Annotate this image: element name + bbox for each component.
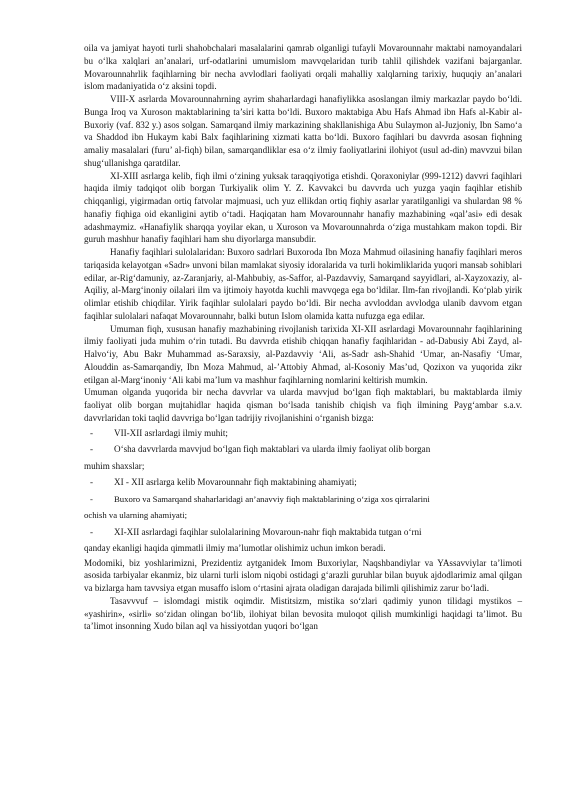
bullet-dash: - [90,493,93,504]
paragraph-4: Hanafiy faqihlari sulolalaridan: Buxoro sadrlari Buxoroda Ibn Moza Mahmud oilasining hanafiy faqihlari meros tariqasida kelayotgan «Sadr» unvoni bilan mamlakat siyosiy idoralarida va turli hokimliklarida yuqori mansab sohiblari edilar, ar-Rig‘damuniy, az-Zaranjariy, al-Mahbubiy, as-Saffor, al-Pazdavviy, Samarqand sayyidlari, al-Xayzoxaziy, al-Aqiliy, al-Marg‘inoniy oilalari ilm va ijtimoiy hayotda kuchli mavvqega ega bo‘ldilar. Ilm-fan rivojlandi. Ko‘plab yirik olimlar etishib chiqdilar. Yirik faqihlar sulolalari paydo bo‘ldi. Bir necha avvloddan avvlodga ulanib davvom etgan faqihlar sulolalari nafaqat Movarounnahr, balki butun Islom olamida katta nufuzga ega edilar. [84,247,522,321]
list-item-continuation: qanday ekanligi haqida qimmatli ilmiy ma’lumotlar olishimiz uchun imkon beradi. [84,543,386,553]
bullet-list [84,425,522,557]
paragraph-1: oila va jamiyat hayoti turli shahobchalari masalalarini qamrab olganligi tufayli Movarounnahr maktabi namoyandalari bu o‘lka xalqlari an’analari, urf-odatlarini umumislom mavvqelaridan turib tahlil qilishdek vazifani bajarganlar. Movarounnahrlik faqihlarning bir necha avvlodlari faoliyati orqali mahalliy xalqlarning tarixiy, huquqiy an’analari islom madaniyatida o‘z aksini topdi. [84,43,522,92]
bullet-dash: - [90,477,94,487]
paragraph-8: Tasavvvuf – islomdagi mistik oqimdir. Mistitsizm, mistika so‘zlari qadimiy yunon tilidagi mystikos – «yashirin», «sirli» so‘zidan olingan bo‘lib, ilohiyat bilan bevosita muloqot qilish mumkinligi haqidagi ta’limot. Bu ta’limot insonning Xudo bilan aql va hissiyotdan yuqori bo‘lgan [84,595,522,632]
bullet-dash: - [90,444,94,454]
list-item-text: Buxoro va Samarqand shaharlaridagi an’anavviy fiqh maktablarining o‘ziga xos qirralarini [114,493,430,504]
document-page [84,42,522,633]
bullet-dash: - [90,427,94,438]
list-item-text: XI - XII asrlarga kelib Movarounnahr fiqh maktabining ahamiyati; [114,477,357,487]
list-item [84,491,522,508]
paragraph-2: VIII-X asrlarda Movarounnahrning ayrim shaharlardagi hanafiylikka asoslangan ilmiy markazlar paydo bo‘ldi. Bunga Iroq va Xuroson maktablarining ta’siri katta bo‘ldi. Buxoro maktabiga Abu Hafs Ahmad ibn Hafs al-Kabir al-Buxoriy (vaf. 832 y.) asos solgan. Samarqand ilmiy markazining shakllanishiga Abu Sulaymon al-Juzjoniy, Ibn Samo‘a va Shaddod ibn Hukaym kabi Balx faqihlarining xizmati katta bo‘ldi. Buxoro faqihlari bu davvrda asosan fiqhning amaliy masalalari (furu’ al-fiqh) bilan, samarqandliklar esa o‘z ilmiy faoliyatlarini ilohiyot (usul ad-din) mavvzui bilan shug‘ullanishga qaratdilar. [84,94,522,168]
list-item [84,474,522,491]
list-item-text: VII-XII asrlardagi ilmiy muhit; [114,427,228,438]
bullet-dash: - [90,526,94,537]
list-item-continuation: ochish va ularning ahamiyati; [84,510,188,520]
paragraph-5: Umuman fiqh, xususan hanafiy mazhabining rivojlanish tarixida XI-XII asrlardagi Movarounnahr faqihlarining ilmiy faoliyati juda muhim o‘rin tutadi. Bu davvrda etishib chiqqan hanafiy faqihlaridan - ad-Dabusiy Abi Zayd, al-Halvo‘iy, Abu Bakr Muhammad as-Saraxsiy, al-Pazdavviy ‘Ali, as-Sadr ash-Shahid ‘Umar, an-Nasafiy ‘Umar, Alouddin as-Samarqandiy, Ibn Moza Mahmud, al-’Attobiy Ahmad, al-Kosoniy Mas’ud, Qozixon va yuqorida zikr etilgan al-Marg‘inoniy ‘Ali kabi ma’lum va mashhur faqihlarning nomlarini keltirish mumkin. [84,323,522,385]
list-item [84,441,522,458]
list-item [84,425,522,442]
list-item-text: O‘sha davvrlarda mavvjud bo‘lgan fiqh maktablari va ularda ilmiy faoliyat olib borgan [114,444,431,454]
list-item [84,524,522,541]
list-item-text: XI-XII asrlardagi faqihlar sulolalarining Movaroun-nahr fiqh maktabida tutgan o‘rni [114,526,422,537]
paragraph-6: Umuman olganda yuqorida bir necha davvrlar va ularda mavvjud bo‘lgan fiqh maktablari, bu maktablarda ilmiy faoliyat olib borgan mujtahidlar haqida qisman bo‘lsada tanishib chiqish va fiqh ilmining Payg‘ambar s.a.v. davvrlaridan toki taqlid davvriga bo‘lgan tadrijiy rivojlanishini o‘rganish bizga: [84,387,522,423]
paragraph-3: XI-XIII asrlarga kelib, fiqh ilmi o‘zining yuksak taraqqiyotiga etishdi. Qoraxoniylar (999-1212) davvri faqihlari haqida ilmiy tadqiqot olib borgan Turkiyalik olim Y. Z. Kavvakci bu davvrda uch yuzga yaqin faqihlar etishib chiqqanligi, yigirmadan ortiq fatvolar majmuasi, uch yuz ellikdan ortiq fiqhiy asarlar yaratilganligi va shulardan 98 % hanafiy fiqhiga oid ekanligini aytib o‘tadi. Haqiqatan ham Movarounnahr hanafiy mazhabining «qal’asi» edi desak adashmaymiz. «Hanafiylik sharqqa yoyilar ekan, u Xuroson va Movarounnahrda o‘ziga mustahkam makon topdi. Bir guruh mashhur hanafiy faqihlari ham shu diyorlarga mansubdir. [84,170,522,245]
paragraph-7: Modomiki, biz yoshlarimizni, Prezidentiz aytganidek Imom Buxoriylar, Naqshbandiylar va YAssavviylar ta’limoti asosida tarbiyalar ekanmiz, biz ularni turli islom niqobi ostidagi g‘arazli guruhlar bilan buyuk ajdodlarimiz amal qilgan va bizlarga ham tavvsiya etgan musaffo islom o‘rtasini ajrata oladigan darajada bilimli qilishimiz zarur bo‘ladi. [84,557,522,593]
list-item-continuation: muhim shaxslar; [84,460,145,471]
